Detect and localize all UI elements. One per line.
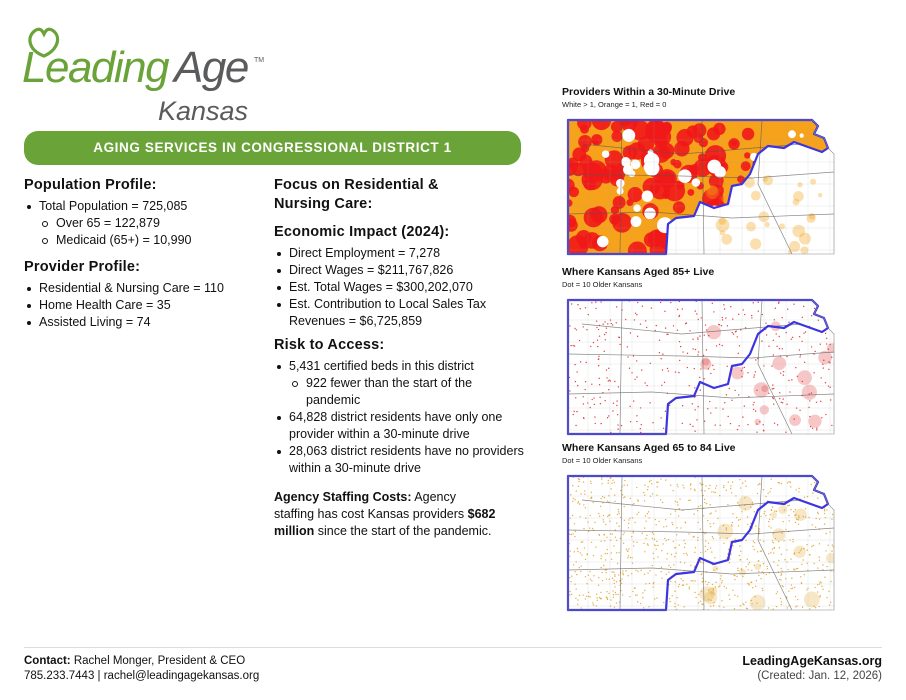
provider-heading: Provider Profile: [24, 259, 141, 275]
staffing-amount: $682 million [274, 507, 496, 538]
economic-item: Est. Total Wages = $300,202,070 [274, 279, 524, 296]
economic-heading: Economic Impact (2024): [274, 224, 450, 240]
aged-65to84-map [562, 470, 840, 616]
left-column [24, 176, 254, 331]
staffing-tail: since the start of the pandemic. [314, 524, 492, 538]
middle-column [274, 176, 524, 540]
medicaid-65: Medicaid (65+) = 10,990 [24, 232, 254, 249]
website-link[interactable]: LeadingAgeKansas.org [742, 654, 882, 668]
footer-site [742, 654, 882, 684]
risk-heading: Risk to Access: [274, 337, 385, 353]
footer-divider [24, 647, 882, 648]
logo-trademark: TM [254, 57, 265, 64]
provider-item: Assisted Living = 74 [24, 314, 254, 331]
risk-list [274, 358, 524, 477]
risk-fewer: 922 fewer than the start of the pandemic [274, 375, 524, 409]
logo-wordmark-age: Age [174, 43, 248, 92]
risk-beds: 5,431 certified beds in this district [274, 358, 524, 375]
map-subtitle-85plus: Dot = 10 Older Kansans [562, 280, 643, 289]
logo-wordmark-leading: Leading [22, 43, 169, 92]
contact-name: Rachel Monger, President & CEO [70, 655, 246, 667]
economic-item: Direct Wages = $211,767,826 [274, 262, 524, 279]
map-title-65to84: Where Kansans Aged 65 to 84 Live [562, 442, 736, 454]
created-date: (Created: Jan. 12, 2026) [757, 670, 882, 682]
over-65: Over 65 = 122,879 [24, 215, 254, 232]
total-population: Total Population = 725,085 [24, 198, 254, 215]
map-subtitle-65to84: Dot = 10 Older Kansans [562, 456, 643, 465]
staffing-label: Agency Staffing Costs: [274, 490, 412, 504]
provider-list [24, 280, 254, 331]
provider-item: Residential & Nursing Care = 110 [24, 280, 254, 297]
provider-item: Home Health Care = 35 [24, 297, 254, 314]
economic-item: Est. Contribution to Local Sales Tax Revenues = $6,725,859 [274, 296, 524, 330]
focus-heading: Focus on Residential & Nursing Care: [274, 177, 439, 212]
logo-state: Kansas [158, 96, 249, 126]
risk-one-provider: 64,828 district residents have only one provider within a 30-minute drive [274, 409, 524, 443]
map-subtitle-providers: White > 1, Orange = 1, Red = 0 [562, 100, 667, 109]
district-banner: AGING SERVICES IN CONGRESSIONAL DISTRICT 1 [24, 131, 521, 165]
population-list [24, 198, 254, 249]
staffing-text: Agency staffing has cost Kansas providers [274, 490, 468, 521]
map-title-85plus: Where Kansans Aged 85+ Live [562, 266, 715, 278]
economic-list [274, 245, 524, 330]
staffing-paragraph [274, 489, 499, 540]
population-heading: Population Profile: [24, 177, 157, 193]
contact-phone-email: 785.233.7443 | rachel@leadingagekansas.org [24, 670, 260, 682]
leadingage-kansas-logo [22, 22, 272, 126]
contact-label: Contact: [24, 655, 71, 667]
map-title-providers: Providers Within a 30-Minute Drive [562, 86, 736, 98]
economic-item: Direct Employment = 7,278 [274, 245, 524, 262]
risk-no-provider: 28,063 district residents have no providers within a 30-minute drive [274, 443, 524, 477]
footer-contact [24, 654, 259, 684]
aged-85plus-map [562, 294, 840, 440]
providers-drive-map [562, 114, 840, 260]
